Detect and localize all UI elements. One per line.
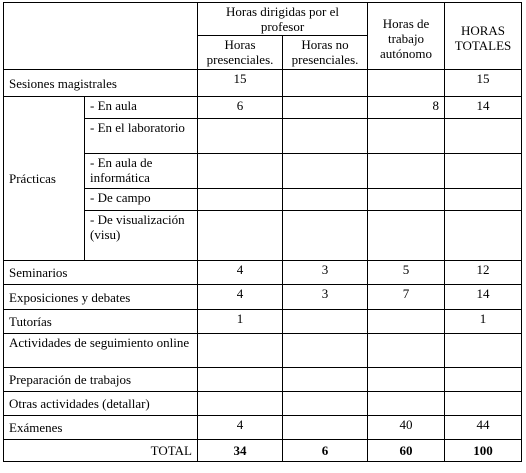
total-row	[4, 440, 522, 462]
cell-autonomo	[368, 368, 445, 392]
cell-autonomo	[368, 310, 445, 334]
cell-no-presenciales	[283, 97, 368, 119]
cell-no-presenciales	[283, 70, 368, 97]
cell-no-presenciales	[283, 416, 368, 440]
cell-total	[445, 119, 522, 154]
row-label: Exposiciones y debates	[4, 285, 198, 310]
table-row	[4, 416, 522, 440]
row-label: - En el laboratorio	[85, 119, 198, 154]
cell-no-presenciales	[283, 154, 368, 189]
row-label: Exámenes	[4, 416, 198, 440]
cell-no-presenciales: 3	[283, 285, 368, 310]
table-row	[4, 261, 522, 285]
table-row	[4, 310, 522, 334]
header-totales: HORAS TOTALES	[445, 3, 522, 70]
cell-presenciales: 4	[198, 416, 283, 440]
cell-no-presenciales	[283, 189, 368, 211]
row-label: - En aula	[85, 97, 198, 119]
row-label: Otras actividades (detallar)	[4, 392, 198, 416]
cell-autonomo	[368, 189, 445, 211]
header-dirigidas: Horas dirigidas por el profesor	[198, 3, 368, 36]
cell-total	[445, 392, 522, 416]
row-label: Sesiones magistrales	[4, 70, 198, 97]
cell-presenciales	[198, 334, 283, 368]
cell-autonomo: 5	[368, 261, 445, 285]
table-row	[4, 70, 522, 97]
table-row	[4, 97, 522, 119]
cell-presenciales: 1	[198, 310, 283, 334]
cell-autonomo: 40	[368, 416, 445, 440]
cell-total	[445, 211, 522, 261]
row-label: Actividades de seguimiento online	[4, 334, 198, 368]
cell-total: 14	[445, 285, 522, 310]
group-label-practicas: Prácticas	[4, 97, 85, 261]
cell-autonomo	[368, 211, 445, 261]
header-no-presenciales: Horas no presenciales.	[283, 36, 368, 70]
table-row	[4, 334, 522, 368]
cell-total: 14	[445, 97, 522, 119]
header-presenciales: Horas presenciales.	[198, 36, 283, 70]
row-label: Seminarios	[4, 261, 198, 285]
cell-total	[445, 189, 522, 211]
cell-presenciales	[198, 154, 283, 189]
row-label: - En aula de informática	[85, 154, 198, 189]
row-label: Preparación de trabajos	[4, 368, 198, 392]
cell-total: 1	[445, 310, 522, 334]
cell-autonomo	[368, 392, 445, 416]
cell-presenciales	[198, 119, 283, 154]
row-label: - De campo	[85, 189, 198, 211]
cell-total: 15	[445, 70, 522, 97]
cell-autonomo	[368, 154, 445, 189]
cell-presenciales	[198, 392, 283, 416]
cell-presenciales	[198, 211, 283, 261]
cell-total	[445, 334, 522, 368]
cell-total: 12	[445, 261, 522, 285]
cell-no-presenciales	[283, 211, 368, 261]
cell-presenciales: 6	[198, 97, 283, 119]
cell-presenciales	[198, 189, 283, 211]
cell-total	[445, 368, 522, 392]
row-label: - De visualización (visu)	[85, 211, 198, 261]
cell-autonomo: 8	[368, 97, 445, 119]
cell-autonomo	[368, 119, 445, 154]
cell-presenciales: 4	[198, 261, 283, 285]
total-no-presenciales: 6	[283, 440, 368, 462]
table-row	[4, 392, 522, 416]
cell-autonomo	[368, 334, 445, 368]
row-label: Tutorías	[4, 310, 198, 334]
cell-presenciales: 4	[198, 285, 283, 310]
header-row-top	[4, 3, 522, 36]
hours-distribution-table	[3, 2, 522, 462]
cell-no-presenciales	[283, 119, 368, 154]
cell-autonomo: 7	[368, 285, 445, 310]
header-empty-cell	[4, 3, 198, 70]
total-total: 100	[445, 440, 522, 462]
table-row	[4, 285, 522, 310]
cell-no-presenciales	[283, 310, 368, 334]
header-autonomo: Horas de trabajo autónomo	[368, 3, 445, 70]
hours-table-container	[3, 2, 526, 462]
cell-presenciales: 15	[198, 70, 283, 97]
total-presenciales: 34	[198, 440, 283, 462]
cell-presenciales	[198, 368, 283, 392]
cell-autonomo	[368, 70, 445, 97]
cell-total	[445, 154, 522, 189]
cell-no-presenciales	[283, 334, 368, 368]
cell-no-presenciales	[283, 368, 368, 392]
total-autonomo: 60	[368, 440, 445, 462]
table-row	[4, 368, 522, 392]
cell-no-presenciales: 3	[283, 261, 368, 285]
total-label: TOTAL	[4, 440, 198, 462]
cell-no-presenciales	[283, 392, 368, 416]
cell-total: 44	[445, 416, 522, 440]
